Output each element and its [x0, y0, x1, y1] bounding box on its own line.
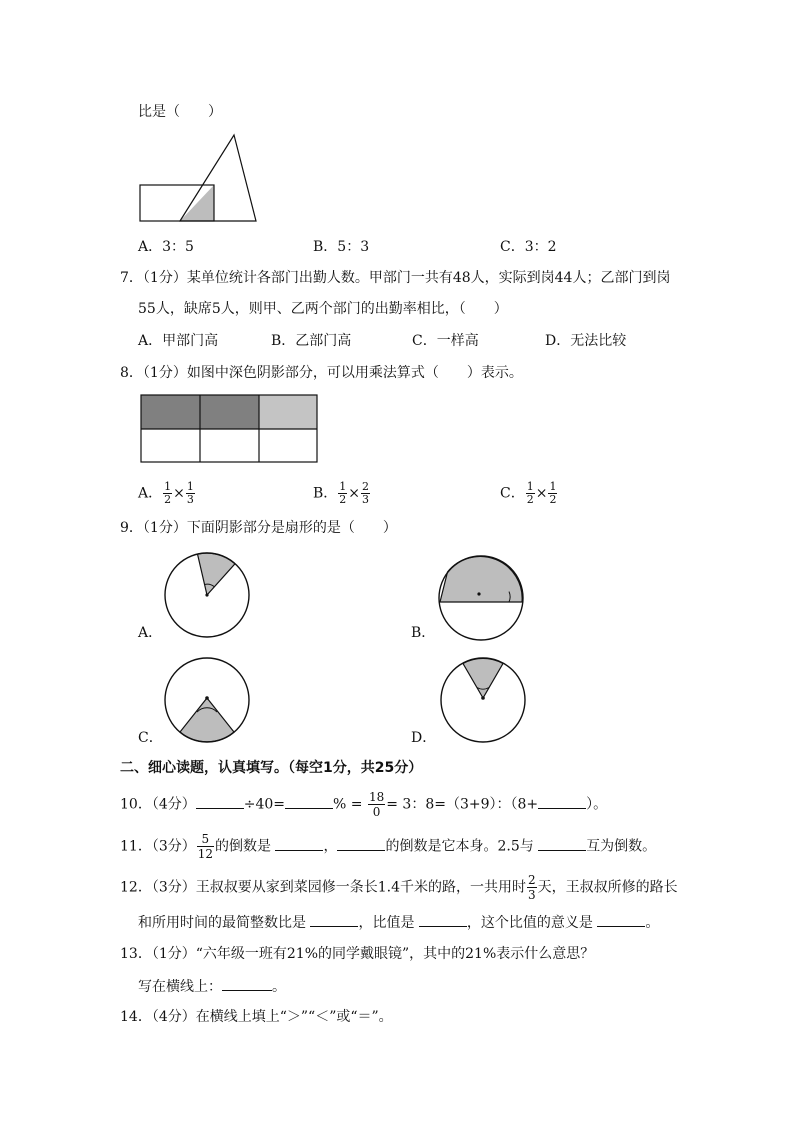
q6-shaded-region — [180, 185, 214, 221]
q9-text: 9．（1分）下面阴影部分是扇形的是（ ） — [120, 520, 397, 536]
q9-c-shaded-region — [180, 698, 234, 742]
fraction: $\frac{2}{3}$ — [528, 873, 536, 902]
q6-text: 比是（ ） — [138, 104, 222, 120]
q9-label-c[interactable]: C． — [138, 730, 163, 746]
q7-option-d[interactable]: D．无法比较 — [545, 333, 627, 349]
q6-triangle — [180, 135, 256, 221]
q13-answer-line: 写在横线上： 。 — [138, 975, 286, 997]
q7-option-b[interactable]: B．乙部门高 — [271, 333, 352, 349]
fraction: $\frac{5}{12}$ — [197, 832, 214, 861]
q12-blank-1[interactable] — [310, 911, 358, 927]
q11-blank-3[interactable] — [538, 835, 586, 851]
q10-blank-2[interactable] — [285, 793, 333, 809]
q9-label-a[interactable]: A． — [138, 625, 163, 641]
q10-blank-3[interactable] — [538, 793, 586, 809]
q6-figure — [138, 132, 262, 224]
q10-blank-1[interactable] — [196, 793, 244, 809]
q7-text-line1: 7．（1分）某单位统计各部门出勤人数。甲部门一共有48人，实际到岗44人；乙部门到岗 — [120, 270, 671, 286]
q8-grid-figure — [139, 393, 321, 465]
fraction: $\frac{1}{2}$ — [164, 480, 172, 506]
q12-blank-2[interactable] — [419, 911, 467, 927]
q9-circle-a — [163, 551, 251, 639]
fraction: $\frac{1}{2}$ — [549, 480, 557, 506]
q8-option-c[interactable]: C． $\frac{1}{2}$ × $\frac{1}{2}$ — [500, 480, 557, 506]
fraction: $\frac{18}{0}$ — [368, 790, 385, 819]
q7-text-line2: 55人，缺席5人，则甲、乙两个部门的出勤率相比，（ ） — [138, 301, 508, 317]
q14-text: 14．（4分）在横线上填上“＞”“＜”或“＝”。 — [120, 1009, 393, 1025]
q8-option-a[interactable]: A． $\frac{1}{2}$ × $\frac{1}{3}$ — [138, 480, 194, 506]
fraction: $\frac{1}{2}$ — [339, 480, 347, 506]
q9-label-d[interactable]: D． — [411, 730, 437, 746]
q13-text: 13．（1分）“六年级一班有21%的同学戴眼镜”，其中的21%表示什么意思？ — [120, 946, 595, 962]
q9-label-b[interactable]: B． — [411, 625, 436, 641]
q13-blank[interactable] — [222, 975, 272, 991]
q12-line2: 和所用时间的最简整数比是 ，比值是 ，这个比值的意义是 。 — [138, 911, 659, 933]
q8-light-cell — [259, 395, 317, 429]
q6-option-b[interactable]: B．5：3 — [313, 239, 370, 255]
q11-line: 11．（3分） $\frac{5}{12}$ 的倒数是 ， 的倒数是它本身。2.5与 互为倒数。 — [120, 832, 657, 861]
q9-d-shaded-sector — [463, 658, 503, 698]
q9-circle-c — [163, 656, 251, 744]
q8-text: 8．（1分）如图中深色阴影部分，可以用乘法算式（ ）表示。 — [120, 365, 523, 381]
q7-option-a[interactable]: A．甲部门高 — [138, 333, 219, 349]
q9-circle-b — [437, 554, 525, 642]
fraction: $\frac{2}{3}$ — [362, 480, 370, 506]
q6-option-a[interactable]: A．3：5 — [138, 239, 194, 255]
q11-blank-1[interactable] — [275, 835, 323, 851]
q12-line1: 12．（3分）王叔叔要从家到菜园修一条长1.4千米的路，一共用时 $\frac{2}{3}$ 天，王叔叔所修的路长 — [120, 873, 678, 902]
section-2-heading: 二、细心读题，认真填写。（每空1分，共25分） — [120, 760, 423, 776]
q7-option-c[interactable]: C．一样高 — [412, 333, 479, 349]
fraction: $\frac{1}{3}$ — [186, 480, 194, 506]
q9-circle-d — [439, 656, 527, 744]
fraction: $\frac{1}{2}$ — [526, 480, 534, 506]
q11-blank-2[interactable] — [337, 835, 385, 851]
q8-option-b[interactable]: B． $\frac{1}{2}$ × $\frac{2}{3}$ — [313, 480, 370, 506]
q10-line: 10．（4分） ÷40= % = $\frac{18}{0}$ = 3：8=（3+9）：（8+ ）。 — [120, 790, 608, 819]
q12-blank-3[interactable] — [597, 911, 645, 927]
q6-option-c[interactable]: C．3：2 — [500, 239, 557, 255]
